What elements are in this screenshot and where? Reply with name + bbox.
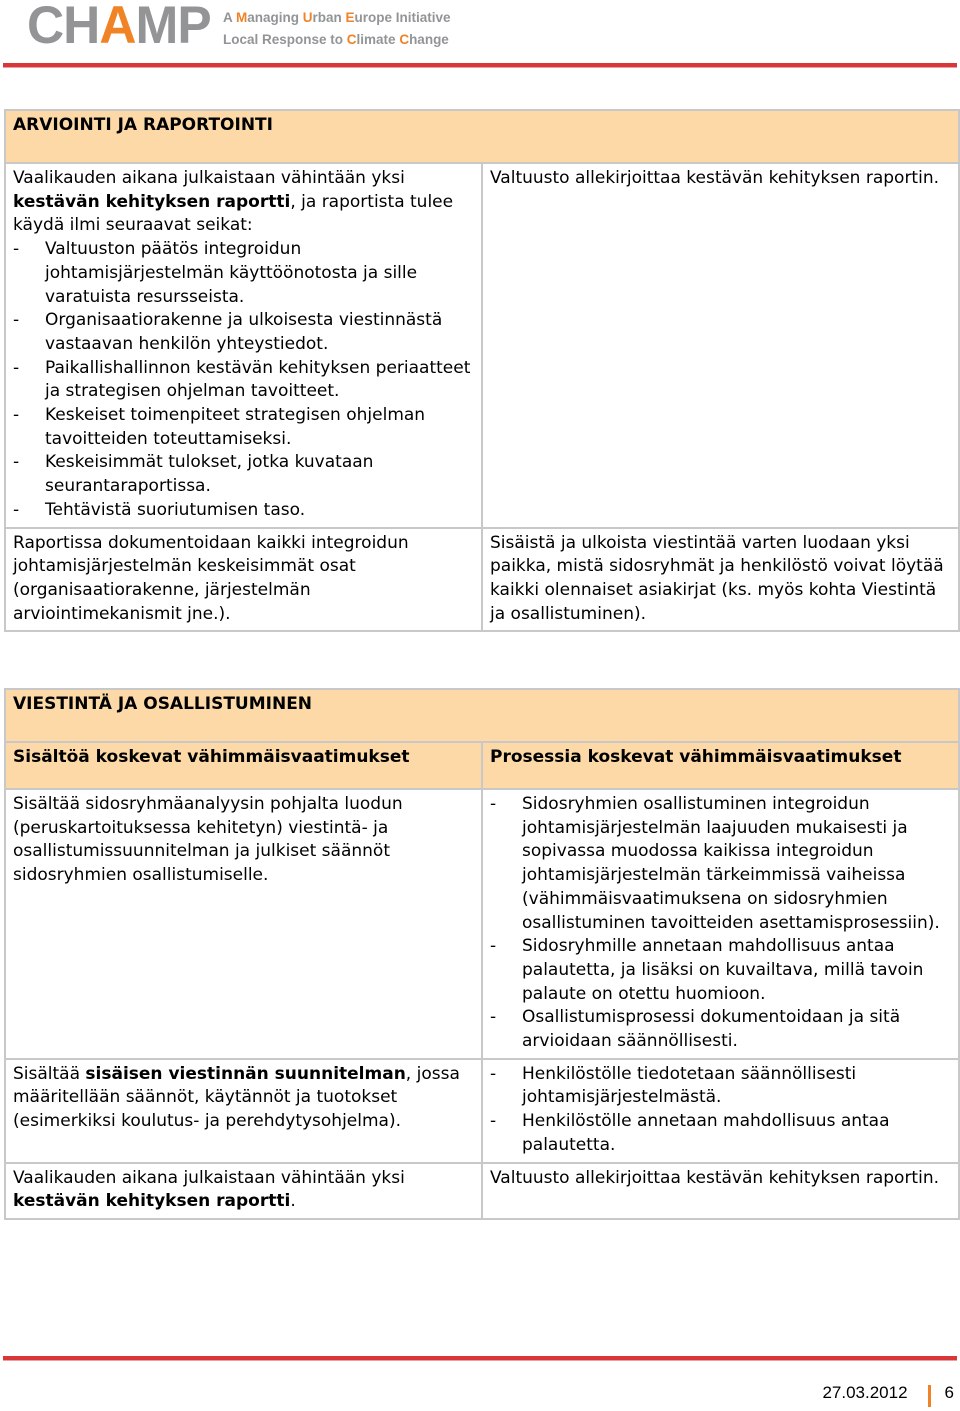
- cell-text: Vaalikauden aikana julkaistaan vähintään yksi kestävän kehityksen raportti.: [13, 1167, 405, 1212]
- process-requirements-header: Prosessia koskevat vähimmäisvaatimukset: [490, 747, 902, 767]
- process-list: [490, 793, 951, 1054]
- table-cell: [5, 528, 482, 632]
- logo-tagline-line2: Local Response to Climate Change: [223, 32, 449, 47]
- section-title: ARVIOINTI JA RAPORTOINTI: [13, 115, 273, 135]
- table-cell: [482, 528, 959, 632]
- footer-separator: [928, 1385, 931, 1407]
- list-item: - Henkilöstölle annetaan mahdollisuus antaa palautetta.: [490, 1110, 951, 1157]
- section-title: VIESTINTÄ JA OSALLISTUMINEN: [13, 694, 313, 714]
- logo-tagline-line1: A Managing Urban Europe Initiative: [223, 10, 451, 25]
- list-item: - Henkilöstölle tiedotetaan säännöllisesti johtamisjärjestelmästä.: [490, 1063, 951, 1110]
- page-header: [0, 0, 960, 70]
- list-item: - Osallistumisprosessi dokumentoidaan ja sitä arvioidaan säännöllisesti.: [490, 1006, 951, 1053]
- list-item: - Tehtävistä suoriutumisen taso.: [13, 499, 474, 523]
- table-cell: [5, 1163, 482, 1219]
- communication-participation-table: [4, 688, 960, 1220]
- table-cell: [482, 1163, 959, 1219]
- list-item: - Valtuuston päätös integroidun johtamisjärjestelmän käyttöönotosta ja sille varatuista resursseista.: [13, 238, 474, 309]
- table-cell: [5, 789, 482, 1059]
- staff-list: [490, 1063, 951, 1158]
- cell-text: Valtuusto allekirjoittaa kestävän kehityksen raportin.: [490, 168, 939, 188]
- table-cell: [5, 1059, 482, 1163]
- content-requirements-header: Sisältöä koskevat vähimmäisvaatimukset: [13, 747, 410, 767]
- champ-logo: CHAMP: [27, 0, 211, 55]
- table-cell: [482, 789, 959, 1059]
- cell-text: Sisältää sidosryhmäanalyysin pohjalta luodun (peruskartoituksessa kehitetyn) viestintä- ja osallistumissuunnitelman ja julkiset säännöt sidosryhmien osallistumiselle.: [13, 794, 403, 886]
- list-item: - Keskeiset toimenpiteet strategisen ohjelman tavoitteiden toteuttamiseksi.: [13, 404, 474, 451]
- evaluation-reporting-table: [4, 109, 960, 632]
- page-footer: [822, 1382, 954, 1404]
- cell-text: Valtuusto allekirjoittaa kestävän kehityksen raportin.: [490, 1167, 939, 1188]
- report-contents-list: [13, 238, 474, 522]
- column-header-cell: [5, 742, 482, 789]
- intro-paragraph: Vaalikauden aikana julkaistaan vähintään yksi kestävän kehityksen raportti, ja raportista tulee käydä ilmi seuraavat seikat:: [13, 168, 454, 236]
- page-number: 6: [944, 1383, 954, 1402]
- list-item: - Keskeisimmät tulokset, jotka kuvataan seurantaraportissa.: [13, 451, 474, 498]
- cell-text: Sisältää sisäisen viestinnän suunnitelman, jossa määritellään säännöt, käytännöt ja tuotokset (esimerkiksi koulutus- ja perehdytysohjelma).: [13, 1063, 460, 1132]
- section-header-cell: [5, 110, 959, 163]
- list-item: - Paikallishallinnon kestävän kehityksen periaatteet ja strategisen ohjelman tavoitteet.: [13, 357, 474, 404]
- cell-text: Sisäistä ja ulkoista viestintää varten luodaan yksi paikka, mistä sidosryhmät ja henkilöstö voivat löytää kaikki olennaiset asiakirjat (ks. myös kohta Viestintä ja osallistuminen).: [490, 532, 944, 624]
- list-item: - Sidosryhmille annetaan mahdollisuus antaa palautetta, ja lisäksi on kuvailtava, millä tavoin palaute on otettu huomioon.: [490, 935, 951, 1006]
- footer-date: 27.03.2012: [822, 1383, 908, 1402]
- table-cell: [482, 1059, 959, 1163]
- section-header-cell: [5, 689, 959, 742]
- list-item: - Sidosryhmien osallistuminen integroidun johtamisjärjestelmän laajuuden mukaisesti ja sopivassa muodossa kaikissa integroidun johtamisjärjestelmän tärkeimmissä vaiheissa (vähimmäisvaatimuksena on sidosryhmien osallistuminen tavoitteiden asettamisprosessiin).: [490, 793, 951, 935]
- cell-text: Raportissa dokumentoidaan kaikki integroidun johtamisjärjestelmän keskeisimmät osat (organisaatiorakenne, järjestelmän arviointimekanismit jne.).: [13, 532, 409, 624]
- column-header-cell: [482, 742, 959, 789]
- header-divider: [3, 63, 957, 68]
- list-item: - Organisaatiorakenne ja ulkoisesta viestinnästä vastaavan henkilön yhteystiedot.: [13, 309, 474, 356]
- table-cell: [482, 163, 959, 528]
- table-cell: [5, 163, 482, 528]
- footer-divider: [3, 1356, 957, 1361]
